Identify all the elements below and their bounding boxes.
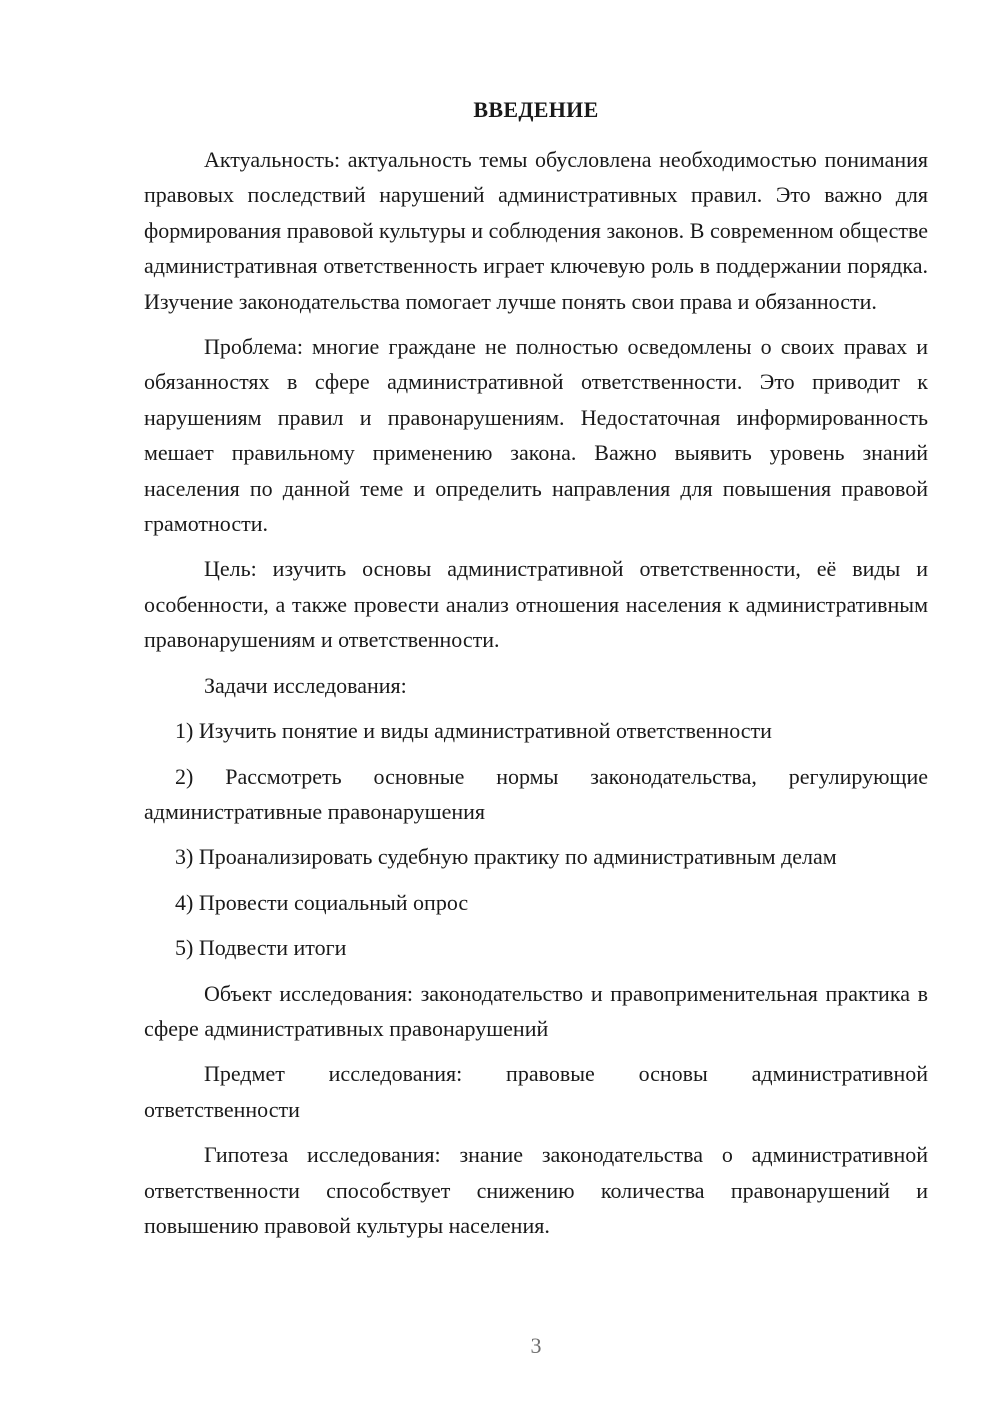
paragraph-subject: Предмет исследования: правовые основы административной ответственности bbox=[144, 1061, 928, 1122]
paragraph-relevance: Актуальность: актуальность темы обусловлена необходимостью понимания правовых последствий нарушений административных правил. Это важно для формирования правовой культуры и соблюдения законов. В современном обществе административная ответственность играет ключевую роль в поддержании порядка. Изучение законодательства помогает лучше понять свои права и обязанности. bbox=[144, 147, 928, 314]
paragraph-hypothesis: Гипотеза исследования: знание законодательства о административной ответственности способствует снижению количества правонарушений и повышению правовой культуры населения. bbox=[144, 1142, 928, 1238]
task-item-3: 3) Проанализировать судебную практику по административным делам bbox=[175, 844, 837, 870]
paragraph-goal: Цель: изучить основы административной ответственности, её виды и особенности, а также провести анализ отношения населения к административным правонарушениям и ответственности. bbox=[144, 556, 928, 653]
paragraph-problem: Проблема: многие граждане не полностью осведомлены о своих правах и обязанностях в сфере административной ответственности. Это приводит к нарушениям правил и правонарушениям. Недостаточная информированность мешает правильному применению закона. Важно выявить уровень знаний населения по данной теме и определить направления для повышения правовой грамотности. bbox=[144, 334, 928, 537]
task-item-2: 2) Рассмотреть основные нормы законодательства, регулирующие административные правонарушения bbox=[144, 763, 928, 824]
paragraph-object: Объект исследования: законодательство и правоприменительная практика в сфере административных правонарушений bbox=[144, 980, 928, 1041]
document-body bbox=[144, 142, 928, 1253]
page-title: ВВЕДЕНИЕ bbox=[473, 97, 599, 122]
task-item-4: 4) Провести социальный опрос bbox=[175, 889, 469, 915]
paragraph-tasks-title: Задачи исследования: bbox=[204, 672, 407, 698]
task-item-5: 5) Подвести итоги bbox=[175, 935, 347, 961]
task-item-1: 1) Изучить понятие и виды административной ответственности bbox=[175, 718, 772, 744]
page-number: 3 bbox=[530, 1333, 542, 1358]
